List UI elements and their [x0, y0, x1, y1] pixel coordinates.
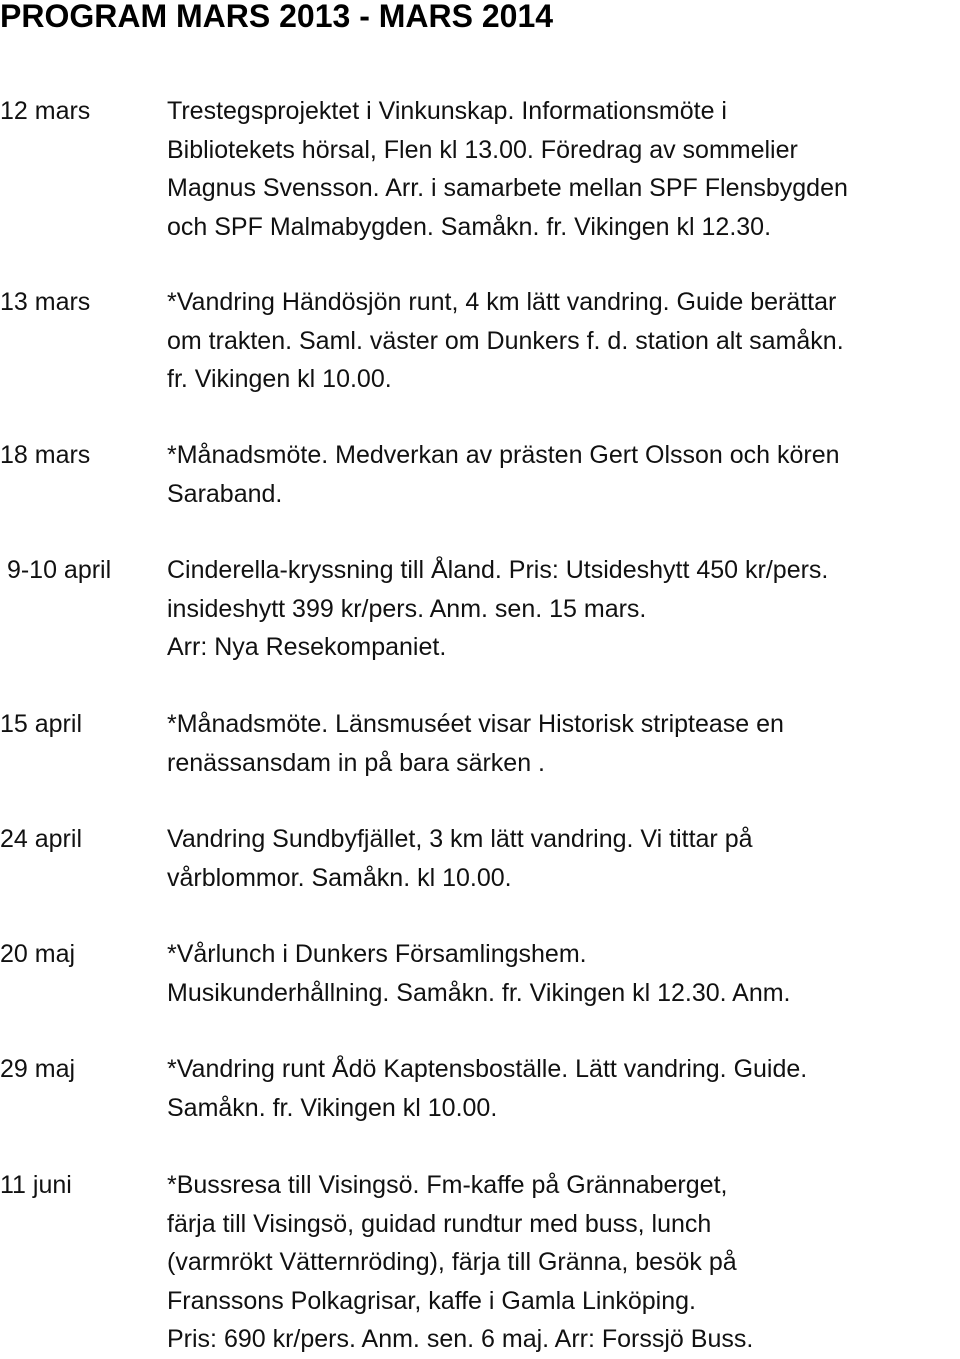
description-line: Trestegsprojektet i Vinkunskap. Informationsmöte i: [167, 97, 727, 125]
description-line: *Månadsmöte. Medverkan av prästen Gert Olsson och kören: [167, 441, 840, 469]
description-line: Musikunderhållning. Samåkn. fr. Vikingen kl 12.30. Anm.: [167, 978, 791, 1007]
description-line: *Bussresa till Visingsö. Fm-kaffe på Grännaberget,: [167, 1171, 728, 1199]
description-line: Samåkn. fr. Vikingen kl 10.00.: [167, 1093, 498, 1122]
entry-description: [167, 551, 957, 667]
entry-date: 12 mars: [0, 97, 91, 125]
description-line: Franssons Polkagrisar, kaffe i Gamla Linköping.: [167, 1286, 696, 1315]
description-line: *Vandring runt Ådö Kaptensboställe. Lätt vandring. Guide.: [167, 1055, 808, 1083]
entry-date: 29 maj: [0, 1055, 76, 1083]
page-title: PROGRAM MARS 2013 - MARS 2014: [0, 0, 554, 34]
description-line: Arr: Nya Resekompaniet.: [167, 633, 447, 661]
entry-description: [167, 820, 957, 897]
entry-date: 9-10 april: [0, 556, 112, 584]
description-line: insideshytt 399 kr/pers. Anm. sen. 15 mars.: [167, 594, 647, 623]
entry-date: 18 mars: [0, 441, 91, 469]
entry-date: 24 april: [0, 825, 82, 853]
entry-date: 20 maj: [0, 940, 76, 968]
description-line: färja till Visingsö, guidad rundtur med buss, lunch: [167, 1209, 712, 1238]
description-line: (varmrökt Vätternröding), färja till Gränna, besök på: [167, 1248, 737, 1276]
entry-description: [167, 1166, 957, 1359]
entry-description: [167, 436, 957, 513]
description-line: om trakten. Saml. väster om Dunkers f. d. station alt samåkn.: [167, 326, 844, 355]
entry-description: [167, 92, 957, 246]
entry-description: [167, 1050, 957, 1127]
entry-date: 15 april: [0, 710, 82, 738]
description-line: och SPF Malmabygden. Samåkn. fr. Vikingen kl 12.30.: [167, 212, 772, 241]
description-line: Vandring Sundbyfjället, 3 km lätt vandring. Vi tittar på: [167, 825, 753, 853]
description-line: Cinderella-kryssning till Åland. Pris: Utsideshytt 450 kr/pers.: [167, 556, 829, 584]
description-line: *Vandring Händösjön runt, 4 km lätt vandring. Guide berättar: [167, 288, 837, 316]
description-line: Bibliotekets hörsal, Flen kl 13.00. Föredrag av sommelier: [167, 135, 798, 164]
description-line: Magnus Svensson. Arr. i samarbete mellan SPF Flensbygden: [167, 174, 848, 202]
description-line: fr. Vikingen kl 10.00.: [167, 365, 392, 393]
entry-description: [167, 283, 957, 399]
description-line: renässansdam in på bara särken .: [167, 748, 545, 777]
entry-date: 13 mars: [0, 288, 91, 316]
entry-date: 11 juni: [0, 1171, 72, 1199]
description-line: *Vårlunch i Dunkers Församlingshem.: [167, 940, 587, 968]
description-line: Pris: 690 kr/pers. Anm. sen. 6 maj. Arr: Forssjö Buss.: [167, 1325, 754, 1353]
entry-description: [167, 705, 957, 782]
entry-description: [167, 935, 957, 1012]
description-line: *Månadsmöte. Länsmuséet visar Historisk striptease en: [167, 710, 784, 738]
description-line: Saraband.: [167, 479, 283, 508]
description-line: vårblommor. Samåkn. kl 10.00.: [167, 863, 512, 892]
